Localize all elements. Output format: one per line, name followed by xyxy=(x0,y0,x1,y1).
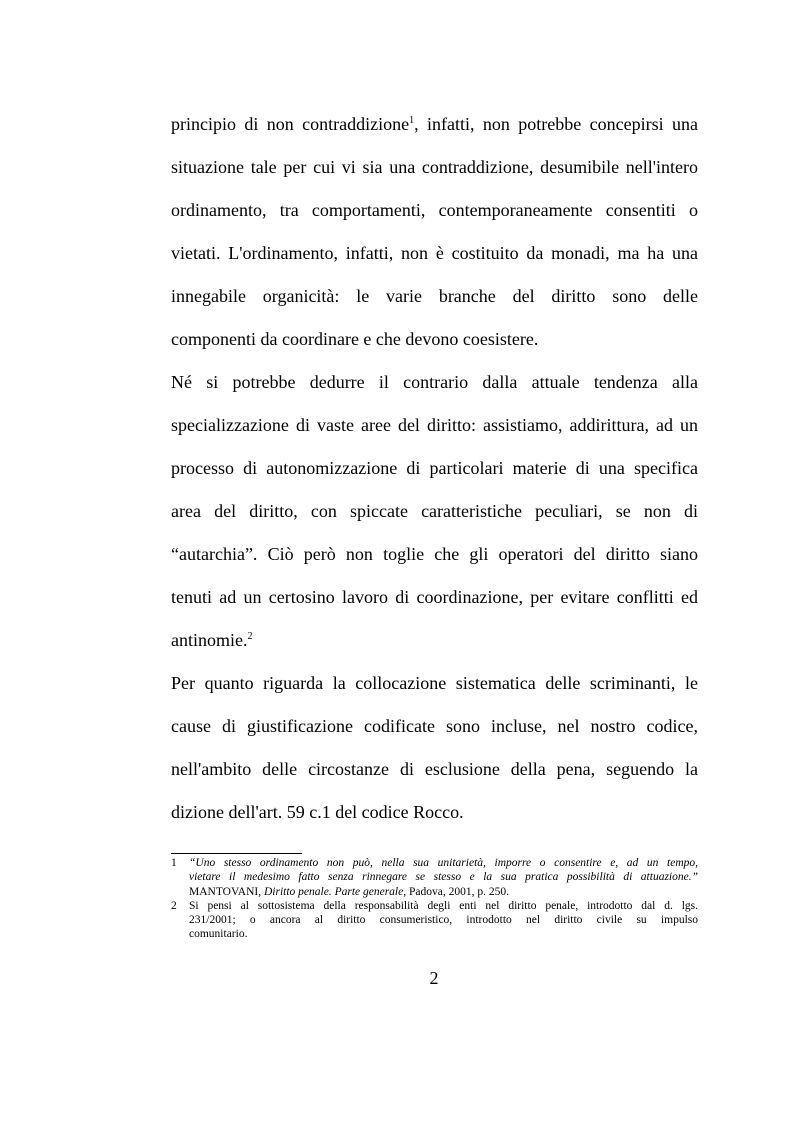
footnote-ref-2[interactable]: 2 xyxy=(247,631,253,642)
footnote-line: MANTOVANI, Diritto penale. Parte generale, Padova, 2001, p. 250. xyxy=(189,885,509,898)
footnote-line: “Uno stesso ordinamento non può, nella sua unitarietà, imporre o consentire e, ad un tempo, xyxy=(189,857,698,869)
body-text xyxy=(171,103,698,834)
footnotes xyxy=(171,856,698,942)
footnote-line: comunitario. xyxy=(189,928,248,941)
footnote-line: Si pensi al sottosistema della responsabilità degli enti nel diritto penale, introdotto dal d. lgs. xyxy=(189,899,698,912)
footnote-number: 2 xyxy=(171,899,177,912)
footnote-separator xyxy=(171,853,302,854)
text-line: nell'ambito delle circostanze di esclusione della pena, seguendo la xyxy=(171,759,698,779)
text-line: situazione tale per cui vi sia una contraddizione, desumibile nell'intero xyxy=(171,157,698,177)
text-line: specializzazione di vaste aree del diritto: assistiamo, addirittura, ad un xyxy=(171,415,698,435)
text-line: innegabile organicità: le varie branche del diritto sono delle xyxy=(171,286,698,306)
text-line: “autarchia”. Ciò però non toglie che gli operatori del diritto siano xyxy=(171,544,698,564)
text-line: principio di non contraddizione$^1$, infatti, non potrebbe concepirsi una xyxy=(171,114,698,134)
text-line: Per quanto riguarda la collocazione sistematica delle scriminanti, le xyxy=(171,673,698,693)
text-line: area del diritto, con spiccate caratteristiche peculiari, se non di xyxy=(171,501,698,521)
page-number: 2 xyxy=(429,968,439,988)
text-line: vietati. L'ordinamento, infatti, non è costituito da monadi, ma ha una xyxy=(171,243,698,263)
footnote-line: 231/2001; o ancora al diritto consumeristico, introdotto nel diritto civile su impulso xyxy=(189,914,698,927)
text-line: dizione dell'art. 59 c.1 del codice Rocco. xyxy=(171,802,464,822)
text-line: antinomie.$^2$ xyxy=(171,630,253,650)
footnote-2 xyxy=(171,899,698,942)
text-line: cause di giustificazione codificate sono incluse, nel nostro codice, xyxy=(171,716,698,736)
text-line: Né si potrebbe dedurre il contrario dalla attuale tendenza alla xyxy=(171,372,698,392)
footnote-1 xyxy=(171,856,698,899)
text-line: processo di autonomizzazione di particolari materie di una specifica xyxy=(171,458,698,478)
text-line: ordinamento, tra comportamenti, contemporaneamente consentiti o xyxy=(171,200,698,220)
footnote-ref-1[interactable]: 1 xyxy=(409,115,415,126)
footnote-line: vietare il medesimo fatto senza rinnegare se stesso e la sua pratica possibilità di attuazione.” xyxy=(189,871,698,884)
footnote-number: 1 xyxy=(171,857,177,869)
text-line: componenti da coordinare e che devono coesistere. xyxy=(171,329,539,349)
text-line: tenuti ad un certosino lavoro di coordinazione, per evitare conflitti ed xyxy=(171,587,698,607)
